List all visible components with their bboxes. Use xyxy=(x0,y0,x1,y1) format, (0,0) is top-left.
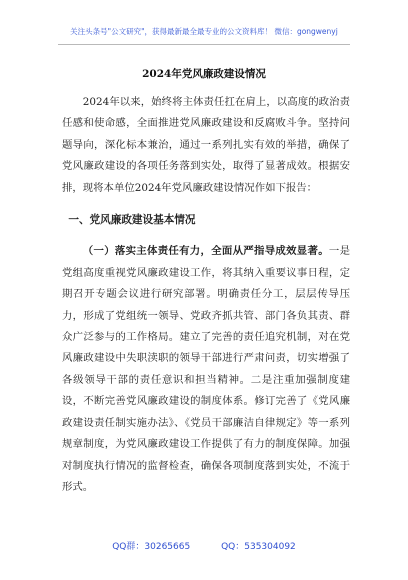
footer-qq: QQ：535304092 xyxy=(221,542,296,552)
section-heading: 一、党风廉政建设基本情况 xyxy=(68,214,196,227)
document-body xyxy=(62,92,350,498)
subsection-heading: （一）落实主体责任有力，全面从严指导成效显著。 xyxy=(82,245,329,258)
subsection-body: 一是党组高度重视党风廉政建设工作，将其纳入重要议事日程，定期召开专题会议进行研究部署。明确责任分工，层层传导压力，形成了党组统一领导、党政齐抓共管、部门各负其责、群众广泛参与的工作格局。建立了完善的责任追究机制，对在党风廉政建设中失职渎职的领导干部进行严肃问责，切实增强了各级领导干部的责任意识和担当精神。二是注重加强制度建设，不断完善党风廉政建设的制度体系。修订完善了《党风廉政建设责任制实施办法》、《党员干部廉洁自律规定》等一系列规章制度，为党风廉政建设工作提供了有力的制度保障。加强对制度执行情况的监督检查，确保各项制度落到实处，不流于形式。 xyxy=(62,245,351,493)
document-title: 2024年党风廉政建设情况 xyxy=(142,68,266,80)
footer-contact xyxy=(0,539,408,552)
subsection-paragraph xyxy=(62,241,350,498)
header-promo-text: 关注头条号"公文研究"，获得最新最全最专业的公文资料库！ 微信：gongwenyj xyxy=(70,27,338,36)
header-divider xyxy=(58,44,350,45)
footer-qq-group: QQ群：30265665 xyxy=(112,542,191,552)
intro-paragraph: 2024年以来，始终将主体责任扛在肩上，以高度的政治责任感和使命感，全面推进党风廉政建设和反腐败斗争。坚持问题导向，深化标本兼治，通过一系列扎实有效的举措，确保了党风廉政建设的各项任务落到实处，取得了显著成效。根据安排，现将本单位2024年党风廉政建设情况作如下报告： xyxy=(62,96,350,194)
